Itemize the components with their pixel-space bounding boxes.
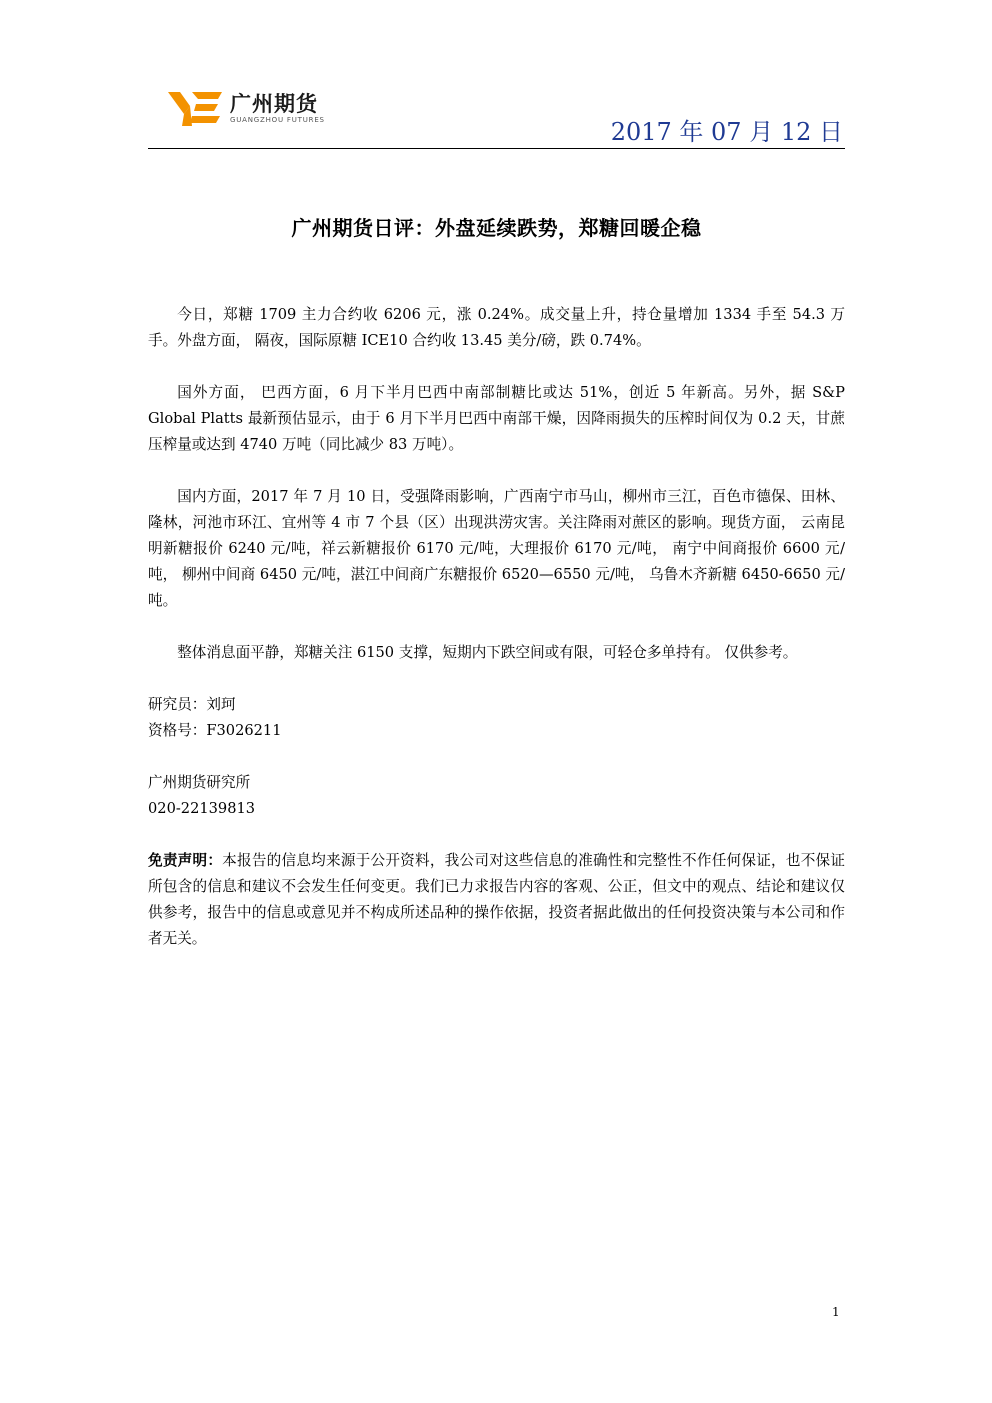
disclaimer-text: 本报告的信息均来源于公开资料，我公司对这些信息的准确性和完整性不作任何保证，也不保证所包含的信息和建议不会发生任何变更。我们已力求报告内容的客观、公正，但文中的观点、结论和建议仅供参考，报告中的信息或意见并不构成所述品种的操作依据，投资者据此做出的任何投资决策与本公司和作者无关。: [148, 852, 845, 947]
researcher-info: [148, 692, 845, 744]
paragraph-outlook: 整体消息面平静，郑糖关注 6150 支撑，短期内下跌空间或有限，可轻仓多单持有。 仅供参考。: [177, 644, 798, 661]
disclaimer: [148, 848, 845, 952]
report-title: 广州期货日评：外盘延续跌势，郑糖回暖企稳: [291, 216, 702, 240]
report-body: [148, 302, 845, 952]
institute-info: [148, 770, 845, 822]
logo-mark-icon: [168, 88, 224, 128]
researcher-license: 资格号：F3026211: [148, 722, 282, 739]
paragraph-international: 国外方面， 巴西方面，6 月下半月巴西中南部制糖比或达 51%，创近 5 年新高。另外，据 S&P Global Platts 最新预估显示，由于 6 月下半月巴西中南部干燥，因降雨损失的压榨时间仅为 0.2 天，甘蔗压榨量或达到 4740 万吨（同比减少 83 万吨）。: [148, 384, 845, 453]
disclaimer-label: 免责声明：: [148, 852, 223, 869]
page-header: [148, 82, 845, 149]
researcher-name: 研究员：刘珂: [148, 696, 236, 713]
paragraph-market-summary: 今日，郑糖 1709 主力合约收 6206 元，涨 0.24%。成交量上升，持仓量增加 1334 手至 54.3 万手。外盘方面， 隔夜，国际原糖 ICE10 合约收 13.45 美分/磅，跌 0.74%。: [148, 306, 845, 349]
paragraph-domestic: 国内方面，2017 年 7 月 10 日，受强降雨影响，广西南宁市马山，柳州市三江，百色市德保、田林、隆林，河池市环江、宜州等 4 市 7 个县（区）出现洪涝灾害。关注降雨对蔗区的影响。现货方面， 云南昆明新糖报价 6240 元/吨，祥云新糖报价 6170 元/吨，大理报价 6170 元/吨， 南宁中间商报价 6600 元/吨， 柳州中间商 6450 元/吨，湛江中间商广东糖报价 6520—6550 元/吨， 乌鲁木齐新糖 6450-6650 元/吨。: [148, 488, 845, 609]
logo-english-name: GUANGZHOU FUTURES: [230, 116, 325, 124]
page-number: 1: [832, 1305, 840, 1319]
report-date: 2017 年 07 月 12 日: [610, 118, 843, 146]
institute-phone: 020-22139813: [148, 800, 256, 817]
institute-name: 广州期货研究所: [148, 774, 251, 791]
logo-chinese-name: 广州期货: [230, 92, 318, 116]
company-logo: [168, 88, 348, 128]
